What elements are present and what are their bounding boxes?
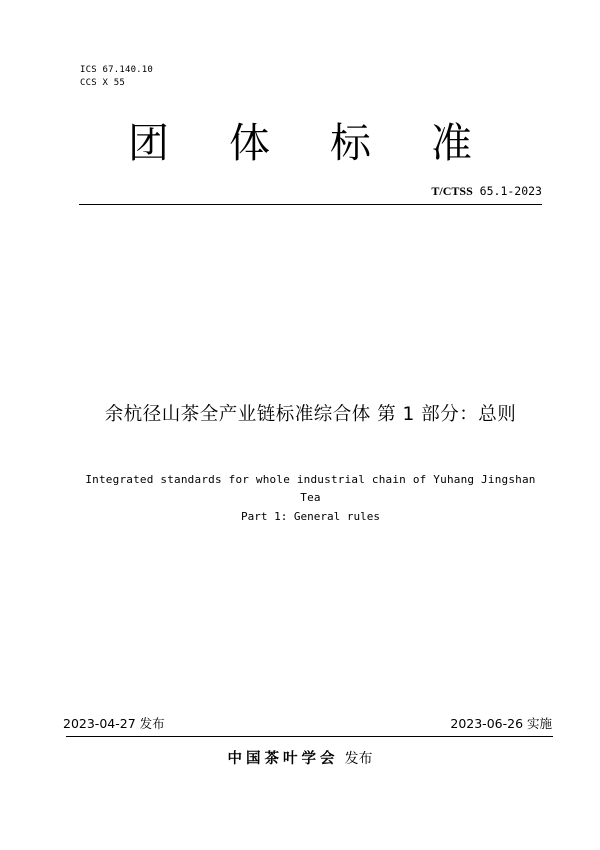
publisher-action: 发布	[344, 751, 373, 767]
standard-number	[431, 183, 542, 199]
ccs-code: CCS X 55	[80, 78, 125, 88]
release-date: 2023-04-27 发布	[63, 716, 165, 731]
publisher-organization: 中国茶叶学会	[227, 751, 339, 767]
ics-code: ICS 67.140.10	[80, 65, 154, 75]
footer-divider	[66, 736, 553, 737]
standard-number-prefix: T/CTSS	[431, 184, 473, 198]
chinese-title: 余杭径山茶全产业链标准综合体 第 1 部分：总则	[104, 404, 517, 425]
english-part-title: Part 1: General rules	[240, 510, 381, 523]
standard-category-title: 团体标准	[128, 119, 532, 167]
header-divider	[79, 204, 542, 205]
classification-codes	[80, 64, 153, 90]
implementation-date: 2023-06-26 实施	[450, 716, 552, 731]
publisher-line	[0, 748, 600, 770]
english-title: Integrated standards for whole industrial chain of Yuhang Jingshan Tea	[85, 473, 536, 504]
standard-number-value: 65.1-2023	[472, 184, 542, 198]
